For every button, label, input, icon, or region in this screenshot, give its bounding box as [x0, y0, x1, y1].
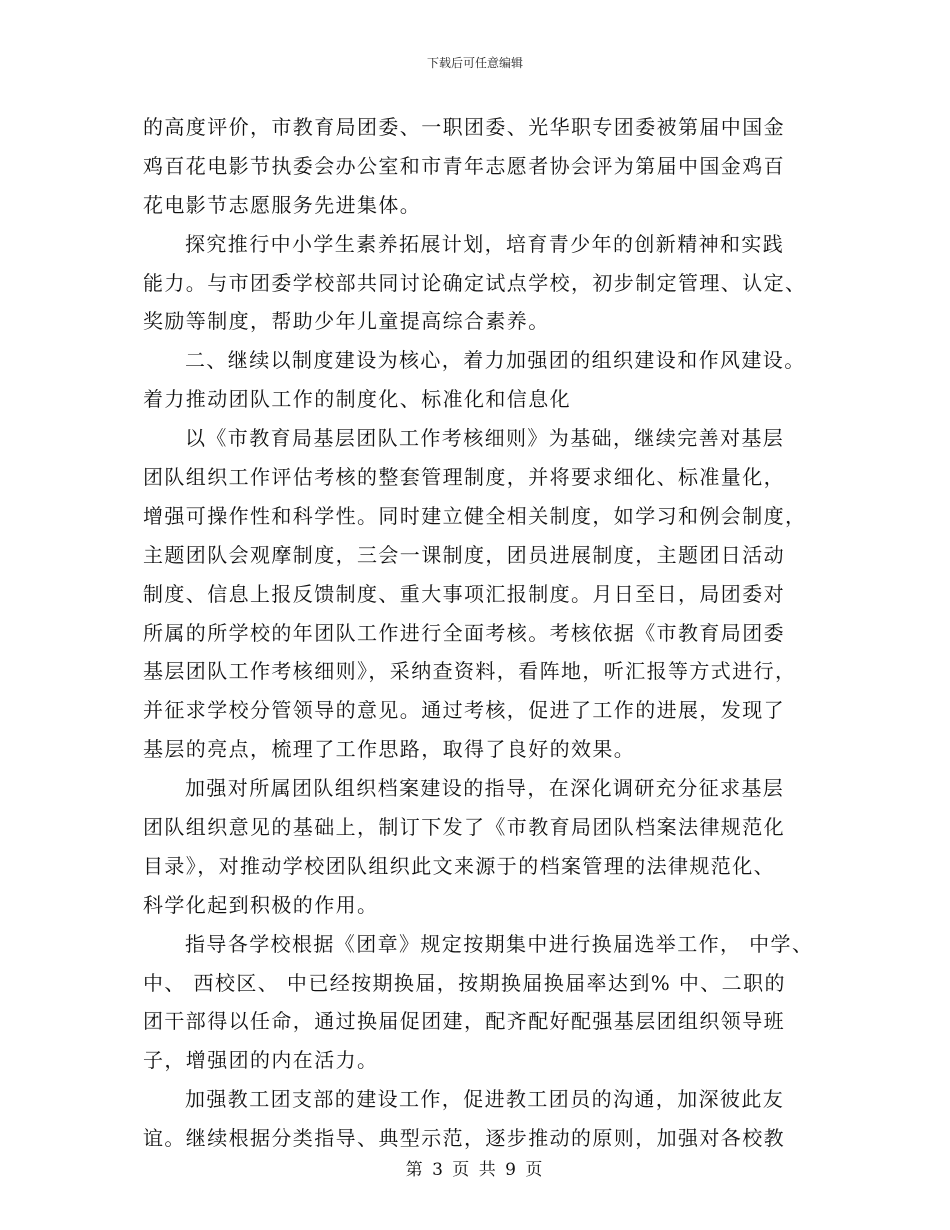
text-line: 谊。继续根据分类指导、典型示范，逐步推动的原则，加强对各校教 [143, 1126, 785, 1151]
section-heading-line: 二、继续以制度建设为核心，着力加强团的组织建设和作风建设。 [185, 348, 806, 373]
text-line: 所属的所学校的年团队工作进行全面考核。考核依据《市教育局团委 [143, 620, 785, 645]
text-line: 团队组织意见的基础上，制订下发了《市教育局团队档案法律规范化 [143, 815, 785, 840]
page-number-footer: 第 3 页 共 9 页 [405, 1160, 545, 1180]
section-heading-line: 着力推动团队工作的制度化、标准化和信息化 [143, 387, 571, 412]
text-line: 基层团队工作考核细则》，采纳查资料，看阵地，听汇报等方式进行， [143, 659, 797, 684]
paragraph-start-line: 指导各学校根据《团章》规定按期集中进行换届选举工作， 中学、 [185, 931, 814, 956]
text-line: 主题团队会观摩制度，三会一课制度，团员进展制度，主题团日活动 [143, 542, 785, 567]
text-line: 增强可操作性和科学性。同时建立健全相关制度，如学习和例会制度， [143, 503, 807, 528]
text-line: 团干部得以任命，通过换届促团建，配齐配好配强基层团组织领导班 [143, 1009, 785, 1034]
paragraph-start-line: 探究推行中小学生素养拓展计划，培育青少年的创新精神和实践 [185, 231, 785, 256]
text-line: 子，增强团的内在活力。 [143, 1048, 379, 1073]
document-body [143, 108, 833, 1158]
text-line: 奖励等制度，帮助少年儿童提高综合素养。 [143, 309, 550, 334]
text-line: 科学化起到积极的作用。 [143, 892, 379, 917]
paragraph-start-line: 加强教工团支部的建设工作，促进教工团员的沟通，加深彼此友 [185, 1087, 785, 1112]
text-line: 中、 西校区、 中已经按期换届，按期换届换届率达到% 中、二职的 [143, 970, 786, 995]
text-line: 花电影节志愿服务先进集体。 [143, 192, 422, 217]
text-line: 制度、信息上报反馈制度、重大事项汇报制度。月日至日，局团委对 [143, 581, 785, 606]
text-line: 并征求学校分管领导的意见。通过考核，促进了工作的进展，发现了 [143, 698, 785, 723]
text-line: 目录》，对推动学校团队组织此文来源于的档案管理的法律规范化、 [143, 853, 775, 878]
paragraph-start-line: 以《市教育局基层团队工作考核细则》为基础，继续完善对基层 [185, 426, 785, 451]
text-line: 的高度评价，市教育局团委、一职团委、光华职专团委被第届中国金 [143, 115, 785, 139]
text-line: 鸡百花电影节执委会办公室和市青年志愿者协会评为第届中国金鸡百 [143, 153, 785, 178]
paragraph-start-line: 加强对所属团队组织档案建设的指导，在深化调研充分征求基层 [185, 776, 785, 801]
page-header: 下载后可任意编辑 [426, 56, 523, 70]
text-line: 团队组织工作评估考核的整套管理制度，并将要求细化、标准量化， [143, 465, 785, 490]
text-line: 能力。与市团委学校部共同讨论确定试点学校，初步制定管理、认定、 [143, 270, 807, 295]
text-line: 基层的亮点，梳理了工作思路，取得了良好的效果。 [143, 737, 636, 762]
